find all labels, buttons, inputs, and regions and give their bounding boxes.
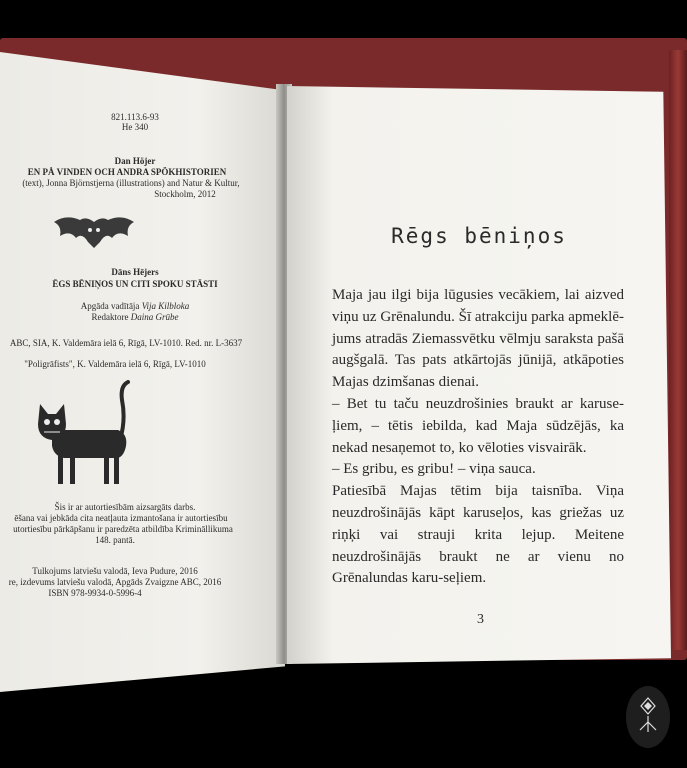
publisher-head (0, 301, 270, 312)
original-title: EN PÅ VINDEN OCH ANDRA SPÖKHISTORIEN (27, 167, 227, 177)
bat-illustration (52, 212, 136, 250)
udc-code: 821.113.6-93 (111, 112, 159, 122)
translation-line: Tulkojums latviešu valodā, Ieva Pudure, 2016 (32, 566, 198, 576)
right-cover-edge (669, 50, 687, 650)
editor-label: Redaktore (91, 312, 129, 322)
paragraph: Patiesībā Majas tētim bija taisnība. Viņa neuzdrošinājās kāpt karuseļos, kas griežas uz riņķi vai strauji krita lejup. Meitene neuzdrošinājās braukt ne ar vienu no Grēnalundas karu-seļiem. (332, 483, 624, 587)
original-credits-line-1: (text), Jonna Björnstjerna (illustrations) and Natur & Kultur, (22, 178, 240, 188)
paragraph: – Bet tu taču neuzdrošinies braukt ar karuse-ļiem, – tētis iebilda, kad Maja sūdzējās, ka nekad nesaņemot to, ko vēloties visvairāk. (332, 395, 624, 456)
paragraph: Maja jau ilgi bija lūgusies vecākiem, lai aizved viņu uz Grēnalundu. Šī atrakciju parka apmeklē-jums atradās Ziemassvētku vēlmju saraksta pašā augšgalā. Tas pats atkārtojās jūnijā, atkāpoties Majas dzimšanas dienai. (332, 287, 624, 391)
page-number: 3 (477, 612, 484, 627)
cat-illustration (34, 380, 134, 490)
isbn: ISBN 978-9934-0-5996-4 (48, 588, 142, 598)
copyright-line-3: utortiesību pārkāpšanu ir paredzēta atbildība Krimināllikuma (13, 524, 233, 534)
editor (0, 312, 270, 323)
copyright-line-1: Šis ir ar autortiesībām aizsargāts darbs. (54, 502, 196, 512)
paragraph: – Es gribu, es gribu! – viņa sauca. (332, 461, 536, 478)
original-credits-line-2: Stockholm, 2012 (154, 189, 216, 199)
latvian-author: Dāns Hējers (111, 267, 159, 277)
editor-name: Daina Grūbe (130, 312, 179, 322)
publisher-head-name: Vija Kilbloka (141, 301, 190, 311)
latvian-title: ĒGS BĒNIŅOS UN CITI SPOKU STĀSTI (52, 279, 218, 289)
diamond-emblem-icon (626, 686, 670, 748)
catalog-code: He 340 (121, 122, 149, 132)
edition-line: re, izdevums latviešu valodā, Apgāds Zvaigzne ABC, 2016 (8, 577, 222, 587)
watermark-logo (626, 686, 670, 748)
copyright-line-4: 148. pantā. (95, 535, 135, 545)
story-text (332, 285, 624, 590)
original-author: Dan Höjer (114, 156, 156, 166)
chapter-title: Rēgs bēniņos (391, 224, 567, 248)
copyright-line-2: ēšana vai jebkāda cita neatļauta izmantošana ir autortiesību (14, 513, 228, 523)
publisher-head-label: Apgāda vadītāja (80, 301, 140, 311)
publisher-address: ABC, SIA, K. Valdemāra ielā 6, Rīgā, LV-1010. Red. nr. L-3637 (9, 338, 243, 348)
printer-address: "Poligrāfists", K. Valdemāra ielā 6, Rīgā, LV-1010 (24, 359, 206, 369)
